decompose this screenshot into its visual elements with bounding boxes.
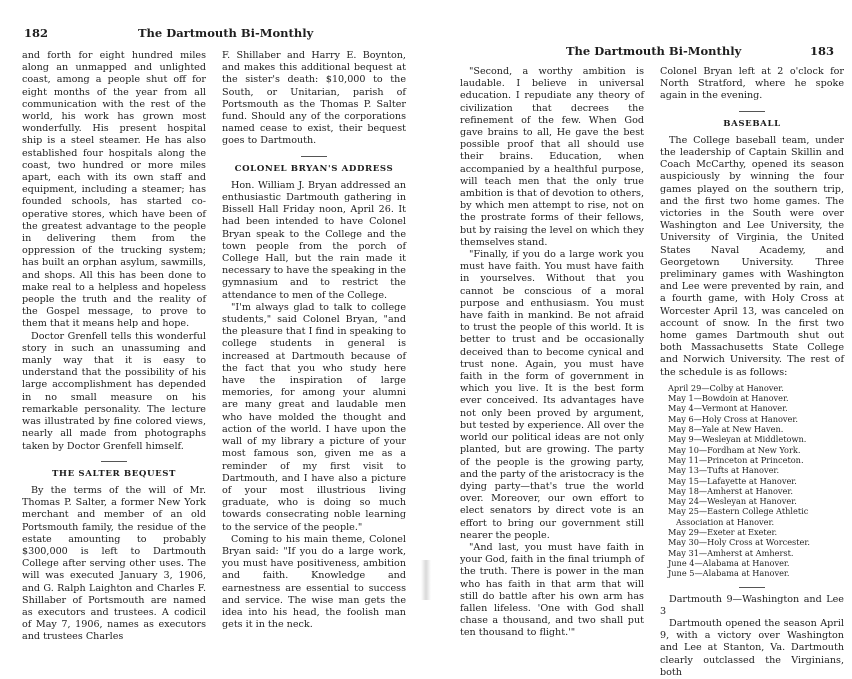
schedule-item: May 9—Wesleyan at Middletown. — [668, 434, 807, 445]
schedule-item: May 15—Lafayette at Hanover. — [668, 475, 797, 486]
section-divider — [739, 111, 765, 112]
paragraph: Dartmouth opened the season April 9, with a victory over Washington and Lee at Stanton, Va. Dartmouth clearly outclassed the Virginians, both — [660, 617, 844, 678]
paragraph: "Second, a worthy ambition is laudable. I believe in universal education. I repudiate any theory of civilization that decrees the refinement of the few. When God gave brains to all, He gave the best possible proof that all should use their brains. Education, when accompanied by a healthful purpose, will teach men that the only true ambition is that of devotion to others, by which men attempt to rise, not on the prostrate forms of their fellows, but by raising the level on which they themselves stand. — [460, 66, 644, 248]
schedule-item: May 10—Fordham at New York. — [668, 444, 801, 455]
left-column-2 — [222, 50, 406, 631]
section-divider — [301, 156, 327, 157]
paragraph: Doctor Grenfell tells this wonderful story in such an unassuming and manly way that it is easy to understand that the possibility of his large accomplishment has depended in no small measure on his remarkable personality. The lecture was illustrated by fine colored views, nearly all made from photographs taken by Doctor Grenfell himself. — [22, 330, 206, 452]
schedule-item: May 18—Amherst at Hanover. — [668, 485, 793, 496]
paragraph: "I'm always glad to talk to college students," said Colonel Bryan, "and the pleasure that I find in speaking to college students in general is increased at Dartmouth because of the fact that you who study here have the inspiration of large memories, for among your alumni are many great and laudable men who have molded the thought and action of the world. I have upon the wall of my library a picture of your most famous son, given me as a reminder of my first visit to Dartmouth, and I have also a picture of your most illustrious living graduate, who is doing so much towards consecrating noble learning to the service of the people." — [222, 301, 406, 533]
left-page — [0, 0, 426, 643]
section-divider — [739, 587, 765, 588]
section-heading-baseball: BASEBALL — [723, 118, 781, 129]
paragraph: By the terms of the will of Mr. Thomas P. Salter, a former New York merchant and member of an old Portsmouth family, the residue of the estate amounting to probably $300,000 is left to Dartmouth College after serving other uses. The will was executed January 3, 1906, and G. Ralph Laighton and Charles F. Shillaber of Portsmouth are named as executors and trustees. A codicil of May 7, 1906, names as executors and trustees Charles — [22, 484, 206, 643]
schedule-item: May 1—Bowdoin at Hanover. — [668, 393, 789, 404]
paragraph: Colonel Bryan left at 2 o'clock for North Stratford, where he spoke again in the evening. — [660, 66, 844, 102]
schedule-item: May 30—Holy Cross at Worcester. — [668, 537, 810, 548]
paragraph: F. Shillaber and Harry E. Boynton, and makes this additional bequest at the sister's death: $10,000 to the South, or Unitarian, parish of Portsmouth as the Thomas P. Salter fund. Should any of the corporations named cease to exist, their bequest goes to Dartmouth. — [222, 50, 406, 147]
paragraph: The College baseball team, under the leadership of Captain Skillin and Coach McCarthy, opened its season auspiciously by winning the four games played on the southern trip, and the first two home games. The victories in the South were over Washington and Lee University, the University of Virginia, the United States Naval Academy, and Georgetown University. Three preliminary games with Washington and Lee were prevented by rain, and a fourth game, with Holy Cross at Worcester April 13, was canceled on account of snow. In the first two home games Dartmouth shut out both Massachusetts State College and Norwich University. The rest of the schedule is as follows: — [660, 134, 844, 378]
schedule-item: May 29—Exeter at Exeter. — [668, 527, 778, 538]
section-heading-bryan: COLONEL BRYAN'S ADDRESS — [234, 163, 394, 174]
schedule-item: May 31—Amherst at Amherst. — [668, 547, 794, 558]
paragraph: "Finally, if you do a large work you must have faith. You must have faith in yourselves. Without that you cannot be conscious of a moral purpose and enthusiasm. You must have faith in mankind. Be not afraid to trust the people of this world. It is better to trust and be occasionally deceived than to become cynical and trust none. Again, you must have faith in the form of government in which you live. It is the best form ever conceived. Its advantages have not only been proved by argument, but tested by experience. All over the world our political ideas are not only planted, but are growing. The party of the people is the growing party, and the party of the aristocracy is the dying party—that's true the world over. Moreover, our own effort to elect senators by direct vote is an effort to bring our government still nearer the people. — [460, 249, 644, 541]
schedule-item: May 11—Princeton at Princeton. — [668, 454, 804, 465]
schedule-item: May 24—Wesleyan at Hanover. — [668, 496, 797, 507]
schedule-item: May 8—Yale at New Haven. — [668, 424, 784, 435]
schedule-item: May 6—Holy Cross at Hanover. — [668, 413, 799, 424]
page-number-left: 182 — [24, 26, 49, 40]
schedule-item: April 29—Colby at Hanover. — [668, 382, 784, 393]
schedule-item: June 5—Alabama at Hanover. — [668, 568, 790, 579]
schedule-list — [668, 383, 844, 579]
page-number-right: 183 — [810, 44, 835, 58]
paragraph: "And last, you must have faith in your God, faith in the final triumph of the truth. There is power in the man who has faith in that arm that will still do battle after his own arm has fallen lifeless. 'One with God shall chase a thousand, and two shall put ten thousand to flight.'" — [460, 541, 644, 639]
game-result-heading: Dartmouth 9—Washington and Lee 3 — [660, 593, 844, 617]
schedule-item: May 4—Vermont at Hanover. — [668, 403, 788, 414]
paragraph: Hon. William J. Bryan addressed an enthusiastic Dartmouth gathering in Bissell Hall Friday noon, April 26. It had been intended to have Colonel Bryan speak to the College and the town people from the porch of College Hall, but the rain made it necessary to have the speaking in the gymnasium and to restrict the attendance to men of the College. — [222, 179, 406, 301]
schedule-item: May 25—Eastern College Athletic Association at Hanover. — [668, 506, 809, 527]
right-column-1 — [460, 66, 644, 639]
schedule-item: June 4—Alabama at Hanover. — [668, 557, 790, 568]
paragraph: and forth for eight hundred miles along an unmapped and unlighted coast, among a people shut off for eight months of the year from all communication with the rest of the world, his work has grown most wonderfully. His present hospital ship is a steel steamer. He has also established four hospitals along the coast, two hundred or more miles apart, each with its own staff and equipment, including a steamer; has founded schools, has started co-operative stores, which have been of the greatest advantage to the people in delivering them from the oppression of the trucking system; has built an orphan asylum, sawmills, and shops. All this has been done to make real to a helpless and hopeless people the truth and the reality of the Gospel message, to prove to them that it means help and hope. — [22, 50, 206, 330]
left-column-1 — [22, 50, 206, 643]
schedule-item: May 13—Tufts at Hanover. — [668, 465, 780, 476]
right-page — [426, 0, 852, 678]
running-header-left: The Dartmouth Bi-Monthly — [138, 26, 314, 40]
section-heading-salter: THE SALTER BEQUEST — [51, 468, 177, 479]
paragraph: Coming to his main theme, Colonel Bryan said: "If you do a large work, you must have positiveness, ambition and faith. Knowledge and earnestness are essential to success and service. The wise man gets the idea into his head, the foolish man gets it in the neck. — [222, 533, 406, 631]
running-header-right: The Dartmouth Bi-Monthly — [566, 44, 742, 58]
right-column-2 — [660, 66, 844, 678]
section-divider — [101, 461, 127, 462]
